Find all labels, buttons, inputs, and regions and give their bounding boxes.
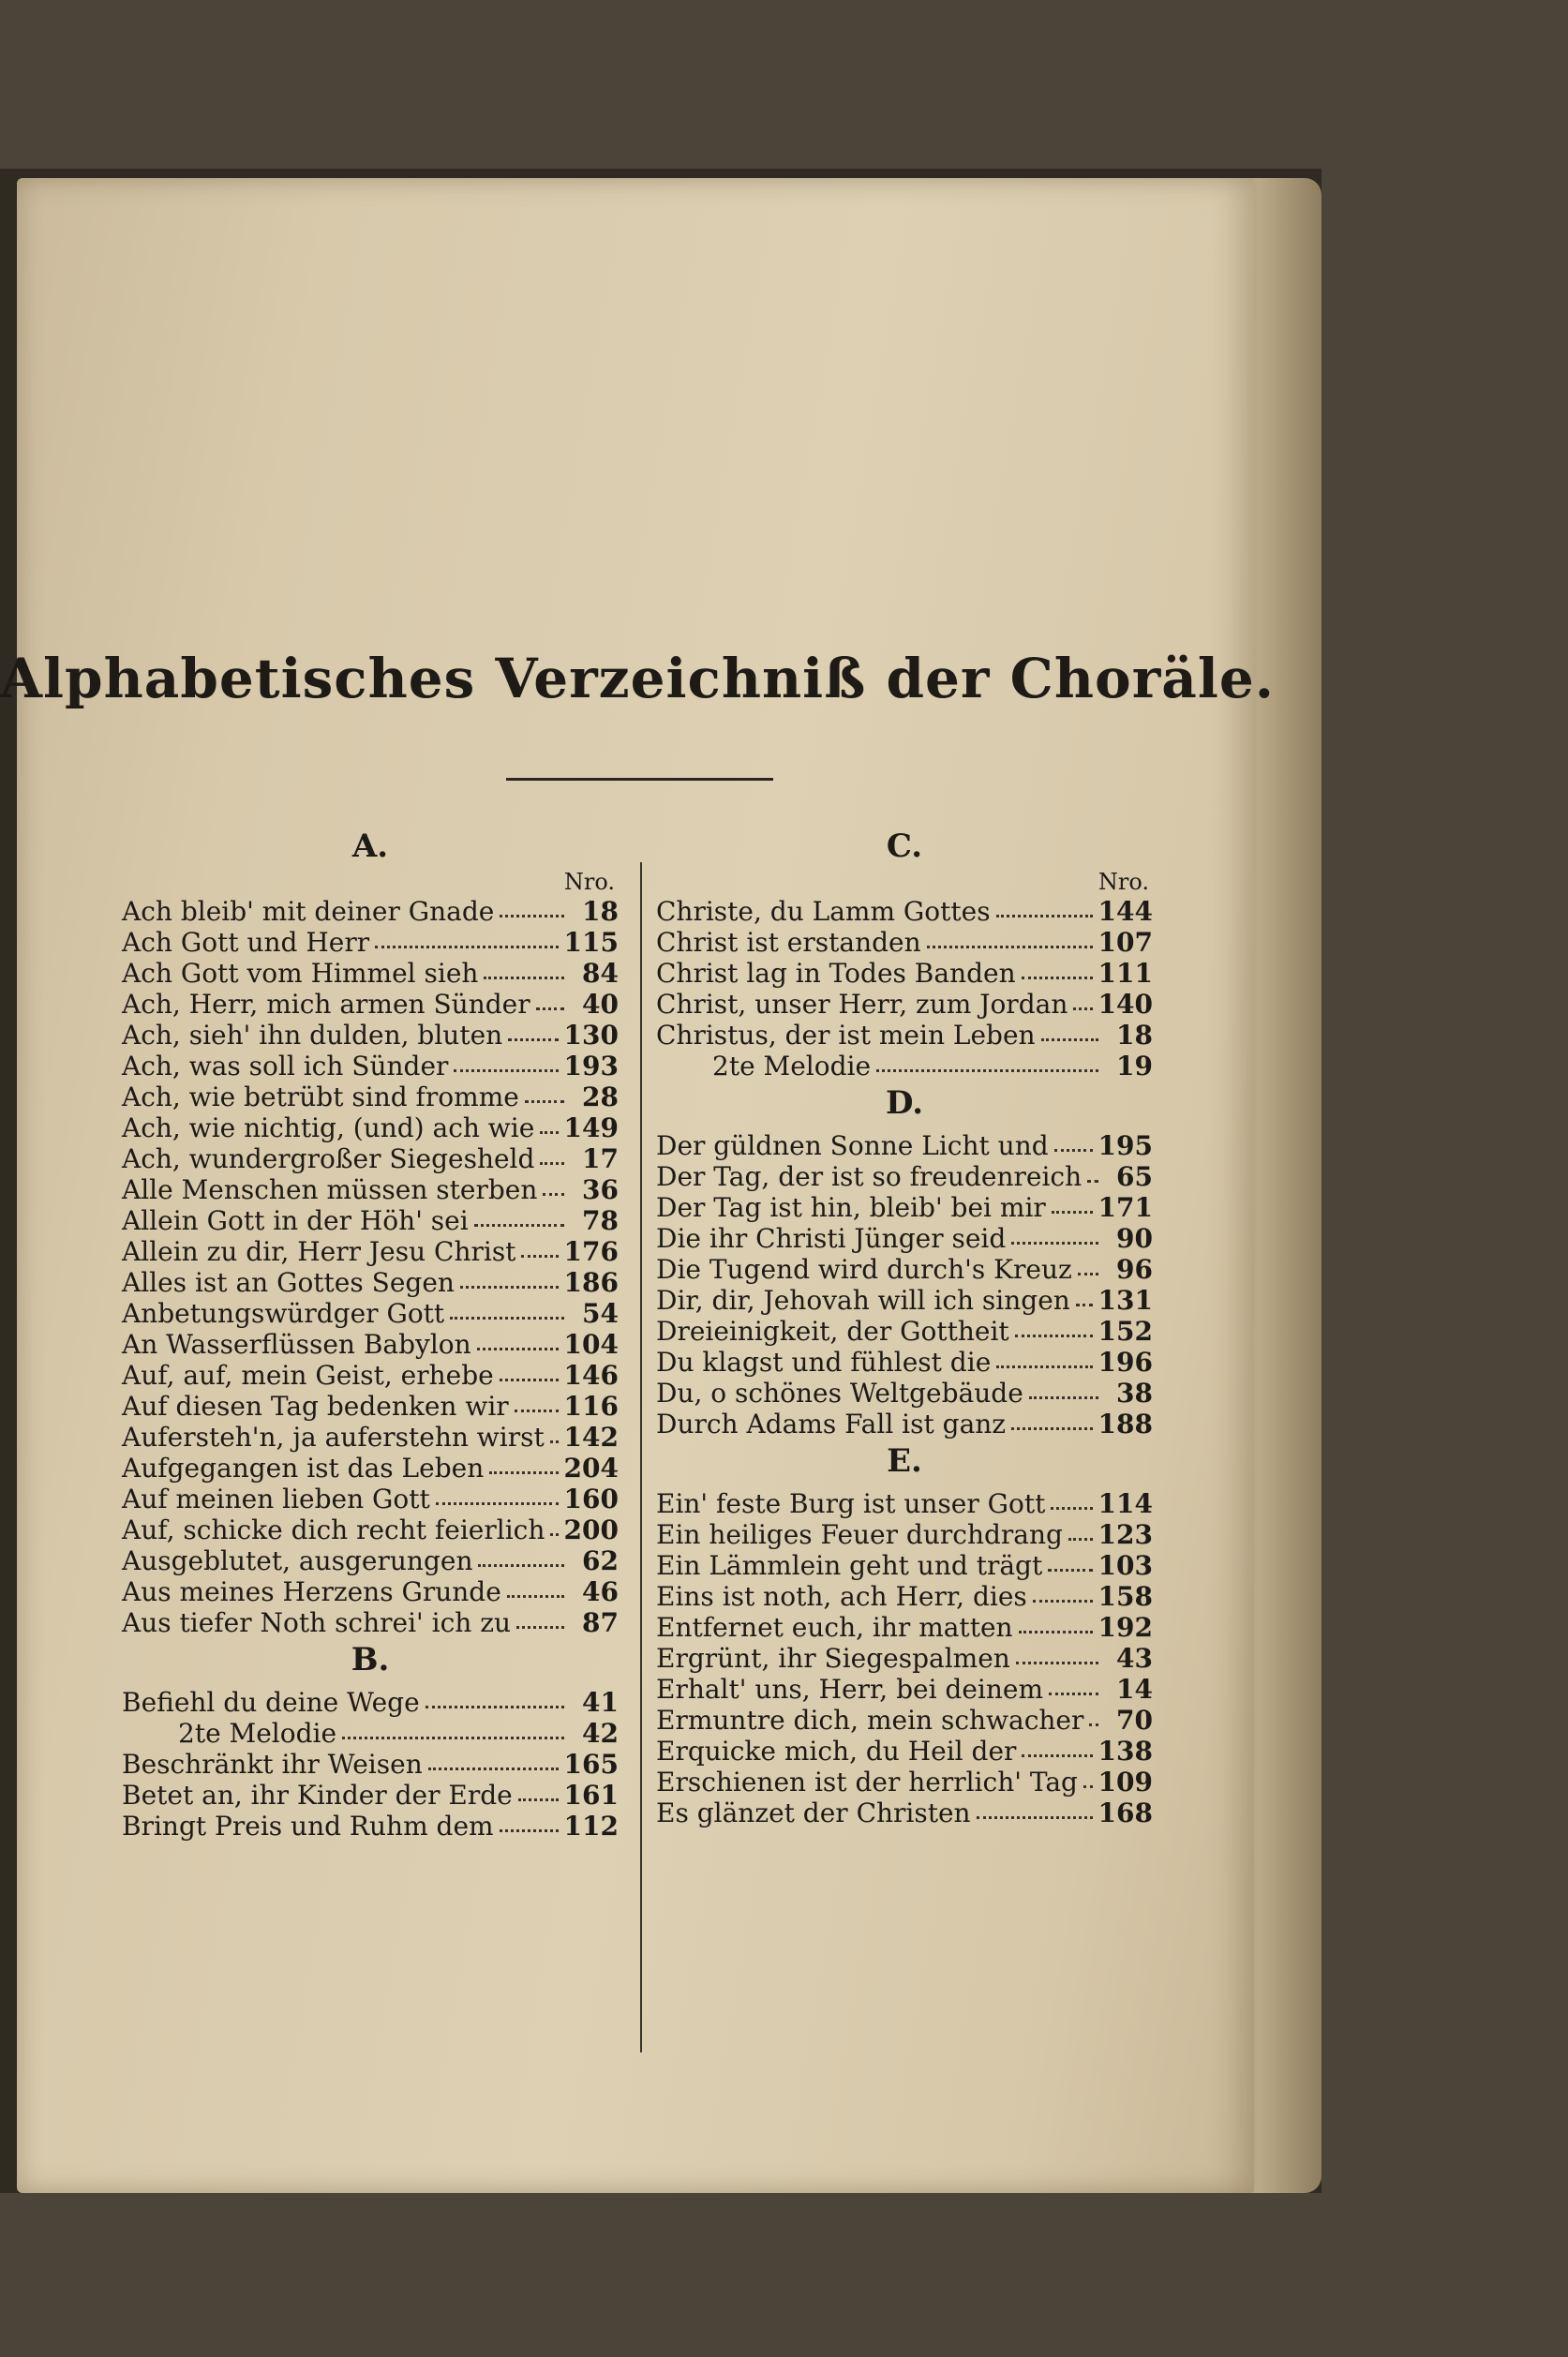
dot-leader (1019, 1621, 1093, 1633)
entry-title: Christe, du Lamm Gottes (656, 896, 991, 927)
section-letter: A. (351, 828, 389, 865)
dot-leader (536, 998, 564, 1010)
index-entry (122, 1484, 619, 1514)
entry-title: Allein zu dir, Herr Jesu Christ (122, 1236, 516, 1267)
entry-title: Ermuntre dich, mein schwacher (656, 1705, 1084, 1736)
entry-title: Aus meines Herzens Grunde (122, 1576, 501, 1607)
entry-number: 87 (582, 1607, 619, 1638)
left-column (122, 825, 619, 1842)
dot-leader (474, 1215, 564, 1227)
section-letter: B. (351, 1641, 390, 1678)
entry-title: Dreieinigkeit, der Gottheit (656, 1316, 1009, 1347)
dot-leader (550, 1524, 558, 1536)
index-entry (122, 958, 619, 989)
dot-leader (484, 967, 564, 979)
dot-leader (1068, 1529, 1093, 1541)
dot-leader (1083, 1776, 1093, 1788)
entry-number: 116 (563, 1391, 619, 1422)
index-entry (656, 1674, 1153, 1705)
index-entry (122, 1749, 619, 1780)
entry-title: Aus tiefer Noth schrei' ich zu (122, 1607, 512, 1638)
index-section (122, 825, 619, 1638)
entry-number: 62 (582, 1545, 619, 1576)
entry-title: Aufgegangen ist das Leben (122, 1453, 485, 1484)
index-entry (656, 1581, 1153, 1612)
dot-leader (876, 1060, 1098, 1072)
index-entry (656, 1519, 1153, 1550)
nro-header: Nro. (563, 869, 615, 895)
index-entry (122, 1020, 619, 1051)
entry-number: 28 (582, 1082, 619, 1112)
entry-number: 188 (1098, 1409, 1153, 1440)
index-entry (656, 989, 1153, 1020)
index-entry (122, 1236, 619, 1267)
index-entry (122, 1718, 619, 1749)
index-entry (122, 1267, 619, 1298)
entry-number: 186 (563, 1267, 619, 1298)
dot-leader (460, 1276, 559, 1289)
dot-leader (543, 1184, 564, 1196)
dot-leader (996, 1356, 1092, 1368)
entry-title: Der güldnen Sonne Licht und (656, 1130, 1049, 1161)
entry-title: Ein Lämmlein geht und trägt (656, 1550, 1043, 1581)
entry-number: 140 (1098, 989, 1153, 1020)
index-entry (122, 1545, 619, 1576)
entry-number: 96 (1116, 1254, 1153, 1285)
index-entry (656, 1767, 1153, 1798)
section-letter: C. (886, 828, 923, 865)
entry-number: 165 (563, 1749, 619, 1780)
dot-leader (1022, 1745, 1092, 1757)
index-entry (122, 1298, 619, 1329)
entry-number: 195 (1098, 1130, 1153, 1161)
entry-number: 107 (1098, 927, 1153, 958)
entry-number: 103 (1098, 1550, 1153, 1581)
index-entry (122, 1329, 619, 1360)
dot-leader (478, 1555, 564, 1567)
dot-leader (1041, 1029, 1098, 1041)
entry-number: 196 (1098, 1347, 1153, 1378)
index-entry (656, 1316, 1153, 1347)
index-entry (122, 1422, 619, 1453)
entry-number: 84 (582, 958, 619, 989)
entry-number: 19 (1116, 1051, 1153, 1082)
dot-leader (428, 1758, 559, 1770)
index-entry (656, 1254, 1153, 1285)
dot-leader (426, 1696, 564, 1708)
dot-leader (515, 1400, 559, 1412)
dot-leader (1073, 998, 1092, 1010)
index-entry (656, 1736, 1153, 1767)
index-entry (656, 1705, 1153, 1736)
entry-title: Du, o schönes Weltgebäude (656, 1378, 1023, 1409)
dot-leader (375, 936, 558, 948)
dot-leader (1048, 1559, 1092, 1572)
column-divider (640, 862, 642, 2052)
entry-number: 42 (582, 1718, 619, 1749)
index-entry (656, 1488, 1153, 1519)
dot-leader (540, 1153, 564, 1165)
entry-number: 168 (1098, 1798, 1153, 1828)
entry-title: Befiehl du deine Wege (122, 1687, 420, 1718)
entry-title: Alles ist an Gottes Segen (122, 1267, 455, 1298)
index-entry (122, 1687, 619, 1718)
entry-title: Auf meinen lieben Gott (122, 1484, 430, 1514)
entry-title: Ein' feste Burg ist unser Gott (656, 1488, 1046, 1519)
index-entry (122, 1360, 619, 1391)
dot-leader (477, 1338, 559, 1350)
dot-leader (1029, 1387, 1098, 1399)
entry-number: 142 (563, 1422, 619, 1453)
entry-title: 2te Melodie (712, 1051, 872, 1082)
index-entry (656, 1798, 1153, 1828)
entry-title: Durch Adams Fall ist ganz (656, 1409, 1007, 1440)
entry-number: 161 (563, 1780, 619, 1811)
dot-leader (1049, 1683, 1098, 1695)
entry-title: Der Tag ist hin, bleib' bei mir (656, 1192, 1046, 1223)
dot-leader (500, 905, 564, 917)
index-entry (656, 1020, 1153, 1051)
index-entry (122, 1811, 619, 1842)
index-entry (656, 1285, 1153, 1316)
entry-title: Ach, wie nichtig, (und) ach wie (122, 1112, 535, 1143)
entry-number: 152 (1098, 1316, 1153, 1347)
entry-number: 40 (582, 989, 619, 1020)
entry-number: 158 (1098, 1581, 1153, 1612)
index-entry (122, 1174, 619, 1205)
entry-title: Alle Menschen müssen sterben (122, 1174, 538, 1205)
index-entry (656, 1409, 1153, 1440)
index-entry (122, 1780, 619, 1811)
entry-title: Die ihr Christi Jünger seid (656, 1223, 1007, 1254)
entry-title: Anbetungswürdger Gott (122, 1298, 445, 1329)
dot-leader (1011, 1418, 1092, 1430)
entry-number: 176 (563, 1236, 619, 1267)
entry-number: 90 (1116, 1223, 1153, 1254)
entry-title: Es glänzet der Christen (656, 1798, 971, 1828)
index-section (656, 1440, 1153, 1828)
section-letter: E. (887, 1442, 922, 1480)
entry-number: 109 (1098, 1767, 1153, 1798)
dot-leader (1054, 1140, 1093, 1152)
index-entry (656, 896, 1153, 927)
index-entry (122, 1391, 619, 1422)
index-entry (656, 1378, 1153, 1409)
dot-leader (500, 1369, 559, 1381)
entry-title: Die Tugend wird durch's Kreuz (656, 1254, 1072, 1285)
entry-number: 114 (1098, 1488, 1153, 1519)
page-title: Alphabetisches Verzeichniß der Choräle. (0, 647, 1275, 710)
index-entry (656, 1051, 1153, 1082)
entry-number: 112 (563, 1811, 619, 1842)
dot-leader (977, 1807, 1093, 1819)
entry-number: 200 (563, 1514, 619, 1545)
dot-leader (1076, 1294, 1093, 1306)
index-entry (656, 927, 1153, 958)
index-entry (656, 1130, 1153, 1161)
dot-leader (996, 905, 1093, 917)
dot-leader (436, 1493, 559, 1505)
entry-title: Bringt Preis und Ruhm dem (122, 1811, 494, 1842)
index-entry (122, 1112, 619, 1143)
entry-title: Christ, unser Herr, zum Jordan (656, 989, 1068, 1020)
entry-number: 131 (1098, 1285, 1153, 1316)
dot-leader (507, 1586, 564, 1598)
entry-title: Entfernet euch, ihr matten (656, 1612, 1013, 1643)
entry-title: Auf, schicke dich recht feierlich (122, 1514, 545, 1545)
entry-number: 160 (563, 1484, 619, 1514)
entry-title: An Wasserflüssen Babylon (122, 1329, 471, 1360)
entry-title: Erhalt' uns, Herr, bei deinem (656, 1674, 1044, 1705)
entry-title: Eins ist noth, ach Herr, dies (656, 1581, 1027, 1612)
index-entry (122, 1453, 619, 1484)
entry-number: 111 (1098, 958, 1153, 989)
entry-title: Ergrünt, ihr Siegespalmen (656, 1643, 1010, 1674)
section-letter: D. (885, 1084, 924, 1122)
title-rule (506, 778, 773, 781)
entry-number: 149 (563, 1112, 619, 1143)
index-entry (122, 927, 619, 958)
entry-number: 38 (1116, 1378, 1153, 1409)
index-entry (122, 1576, 619, 1607)
index-entry (122, 1607, 619, 1638)
dot-leader (450, 1307, 564, 1320)
dot-leader (1011, 1232, 1098, 1245)
dot-leader (1033, 1590, 1093, 1603)
dot-leader (521, 1246, 558, 1258)
index-section (122, 1638, 619, 1842)
entry-number: 104 (563, 1329, 619, 1360)
index-entry (656, 1192, 1153, 1223)
entry-number: 123 (1098, 1519, 1153, 1550)
dot-leader (540, 1122, 558, 1134)
entry-number: 171 (1098, 1192, 1153, 1223)
entry-title: Ach bleib' mit deiner Gnade (122, 896, 495, 927)
index-section (656, 825, 1153, 1082)
entry-title: Ausgeblutet, ausgerungen (122, 1545, 473, 1576)
entry-title: Erschienen ist der herrlich' Tag (656, 1767, 1078, 1798)
entry-title: Ach Gott vom Himmel sieh (122, 958, 479, 989)
entry-number: 130 (563, 1020, 619, 1051)
dot-leader (508, 1029, 558, 1041)
entry-title: Christ lag in Todes Banden (656, 958, 1016, 989)
entry-title: Ach, wundergroßer Siegesheld (122, 1143, 535, 1174)
index-entry (122, 1051, 619, 1082)
entry-title: 2te Melodie (178, 1718, 337, 1749)
entry-number: 115 (563, 927, 619, 958)
dot-leader (342, 1727, 564, 1739)
entry-title: Betet an, ihr Kinder der Erde (122, 1780, 513, 1811)
dot-leader (525, 1091, 564, 1103)
entry-title: Der Tag, der ist so freudenreich (656, 1161, 1083, 1192)
index-entry (656, 1161, 1153, 1192)
entry-number: 193 (563, 1051, 619, 1082)
dot-leader (1051, 1498, 1092, 1510)
entry-title: Beschränkt ihr Weisen (122, 1749, 423, 1780)
entry-number: 41 (582, 1687, 619, 1718)
nro-header: Nro. (1098, 869, 1149, 895)
entry-title: Erquicke mich, du Heil der (656, 1736, 1017, 1767)
entry-number: 70 (1116, 1705, 1153, 1736)
dot-leader (1087, 1171, 1098, 1183)
dot-leader (1089, 1714, 1098, 1726)
index-entry (122, 989, 619, 1020)
index-entry (656, 1612, 1153, 1643)
index-entry (656, 958, 1153, 989)
entry-number: 17 (582, 1143, 619, 1174)
dot-leader (500, 1820, 559, 1832)
index-entry (122, 896, 619, 927)
index-entry (656, 1550, 1153, 1581)
entry-number: 144 (1098, 896, 1153, 927)
dot-leader (1052, 1201, 1093, 1214)
entry-number: 18 (1116, 1020, 1153, 1051)
entry-title: Aufersteh'n, ja auferstehn wirst (122, 1422, 545, 1453)
dot-leader (1015, 1325, 1093, 1337)
entry-number: 138 (1098, 1736, 1153, 1767)
entry-number: 54 (582, 1298, 619, 1329)
index-entry (656, 1347, 1153, 1378)
entry-number: 14 (1116, 1674, 1153, 1705)
index-entry (122, 1143, 619, 1174)
dot-leader (516, 1617, 564, 1629)
index-entry (122, 1205, 619, 1236)
entry-number: 46 (582, 1576, 619, 1607)
entry-number: 18 (582, 896, 619, 927)
index-entry (656, 1643, 1153, 1674)
dot-leader (1016, 1652, 1098, 1664)
index-entry (122, 1514, 619, 1545)
entry-number: 43 (1116, 1643, 1153, 1674)
dot-leader (1022, 967, 1093, 979)
entry-number: 36 (582, 1174, 619, 1205)
entry-title: Auf diesen Tag bedenken wir (122, 1391, 509, 1422)
entry-title: Dir, dir, Jehovah will ich singen (656, 1285, 1070, 1316)
right-column (656, 825, 1153, 1828)
index-entry (122, 1082, 619, 1112)
index-entry (656, 1223, 1153, 1254)
dot-leader (927, 936, 1093, 948)
entry-title: Ach, wie betrübt sind fromme (122, 1082, 519, 1112)
index-section (656, 1082, 1153, 1440)
entry-title: Allein Gott in der Höh' sei (122, 1205, 469, 1236)
entry-title: Ein heiliges Feuer durchdrang (656, 1519, 1063, 1550)
entry-title: Auf, auf, mein Geist, erhebe (122, 1360, 494, 1391)
entry-number: 78 (582, 1205, 619, 1236)
dot-leader (454, 1060, 558, 1072)
entry-title: Ach, was soll ich Sünder (122, 1051, 449, 1082)
entry-number: 204 (563, 1453, 619, 1484)
entry-title: Ach Gott und Herr (122, 927, 370, 958)
entry-title: Christus, der ist mein Leben (656, 1020, 1036, 1051)
entry-title: Christ ist erstanden (656, 927, 921, 958)
entry-number: 192 (1098, 1612, 1153, 1643)
dot-leader (489, 1462, 558, 1474)
entry-title: Ach, sieh' ihn dulden, bluten (122, 1020, 503, 1051)
entry-title: Du klagst und fühlest die (656, 1347, 992, 1378)
dot-leader (518, 1789, 559, 1801)
entry-title: Ach, Herr, mich armen Sünder (122, 989, 530, 1020)
entry-number: 146 (563, 1360, 619, 1391)
dot-leader (1078, 1263, 1098, 1275)
dot-leader (550, 1431, 559, 1443)
entry-number: 65 (1116, 1161, 1153, 1192)
